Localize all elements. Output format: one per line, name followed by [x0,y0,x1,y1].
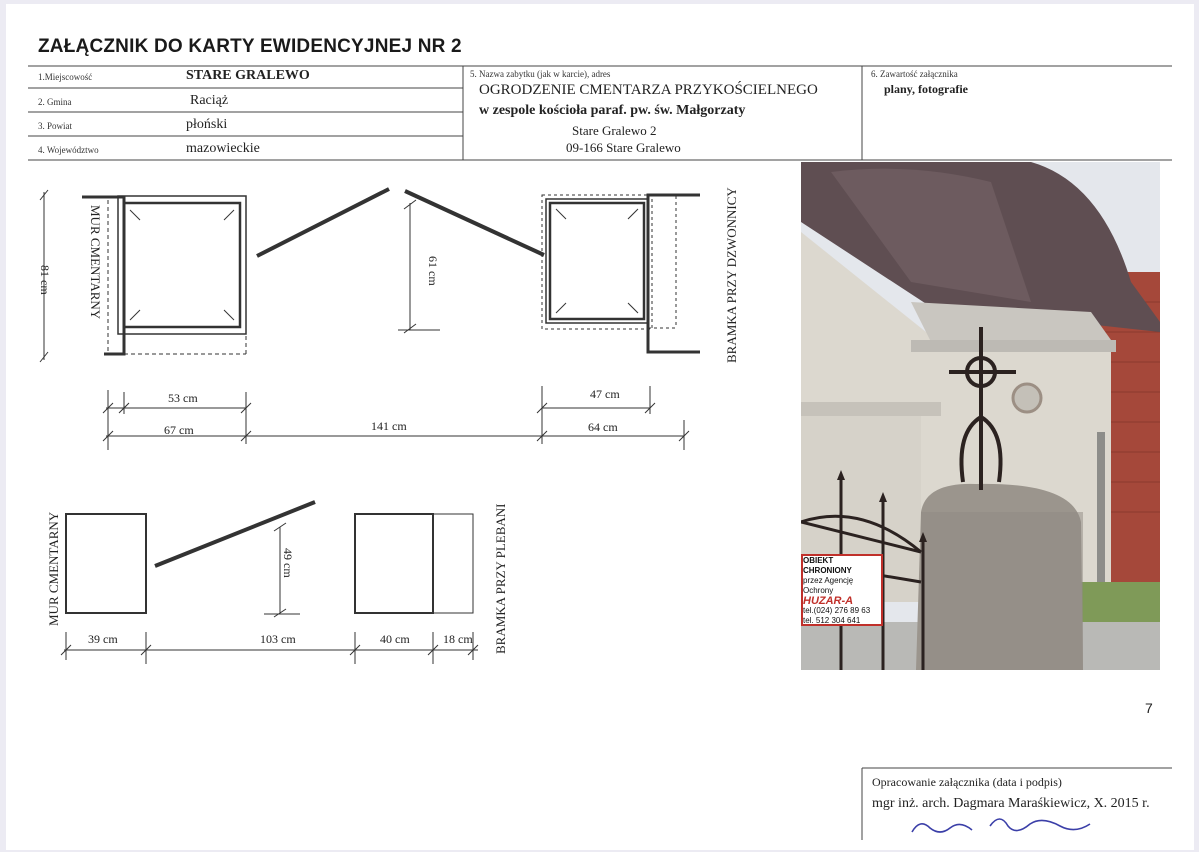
sign-brand: HUZAR-A [803,595,854,607]
powiat-label: 3. Powiat [38,121,73,131]
zawartosc-label: 6. Zawartość załącznika [871,69,958,79]
adres-line1: Stare Gralewo 2 [572,123,657,138]
signature [912,819,1090,832]
footer-author: mgr inż. arch. Dagmara Maraśkiewicz, X. 2015 r. [872,796,1150,811]
sign-tel2: tel. 512 304 641 [803,616,861,625]
dim-47: 47 cm [590,387,620,401]
wojewodztwo-value: mazowieckie [186,141,260,156]
dim-64: 64 cm [588,420,618,434]
dim-40: 40 cm [380,632,410,646]
rectory-gate-label: BRAMKA PRZY PLEBANI [493,503,508,654]
sign-tel1: tel.(024) 276 89 63 [803,606,871,615]
gmina-value: Raciąż [190,93,229,108]
dim-103: 103 cm [260,632,296,646]
height-61-label: 61 cm [426,256,440,286]
gmina-label: 2. Gmina [38,97,72,107]
dim-39: 39 cm [88,632,118,646]
miejscowosc-label: 1.Miejscowość [38,72,93,82]
page-number: 7 [1145,700,1153,716]
nazwa-line2: w zespole kościoła paraf. pw. św. Małgorzaty [479,103,746,118]
dim-53: 53 cm [168,391,198,405]
dim-141: 141 cm [371,419,407,433]
wall-label-bottom: MUR CMENTARNY [46,511,61,626]
adres-line2: 09-166 Stare Gralewo [566,140,681,155]
dim-18: 18 cm [443,632,473,646]
dim-67: 67 cm [164,423,194,437]
powiat-value: płoński [186,117,228,132]
footer-label: Opracowanie załącznika (data i podpis) [872,775,1062,789]
sign-line1: OBIEKT CHRONIONY [803,556,852,575]
nazwa-label: 5. Nazwa zabytku (jak w karcie), adres [470,69,611,79]
miejscowosc-value: STARE GRALEWO [186,68,310,83]
wall-label-top: MUR CMENTARNY [88,205,103,320]
sign-line2: przez Agencję Ochrony [803,576,854,595]
height-81-label: 81 cm [38,265,52,295]
bell-tower-gate-label: BRAMKA PRZY DZWONNICY [724,187,739,363]
height-49-label: 49 cm [281,548,295,578]
wojewodztwo-label: 4. Województwo [38,145,99,155]
nazwa-line1: OGRODZENIE CMENTARZA PRZYKOŚCIELNEGO [479,82,818,98]
page-title: ZAŁĄCZNIK DO KARTY EWIDENCYJNEJ NR 2 [38,36,462,57]
zawartosc-value: plany, fotografie [884,82,968,96]
